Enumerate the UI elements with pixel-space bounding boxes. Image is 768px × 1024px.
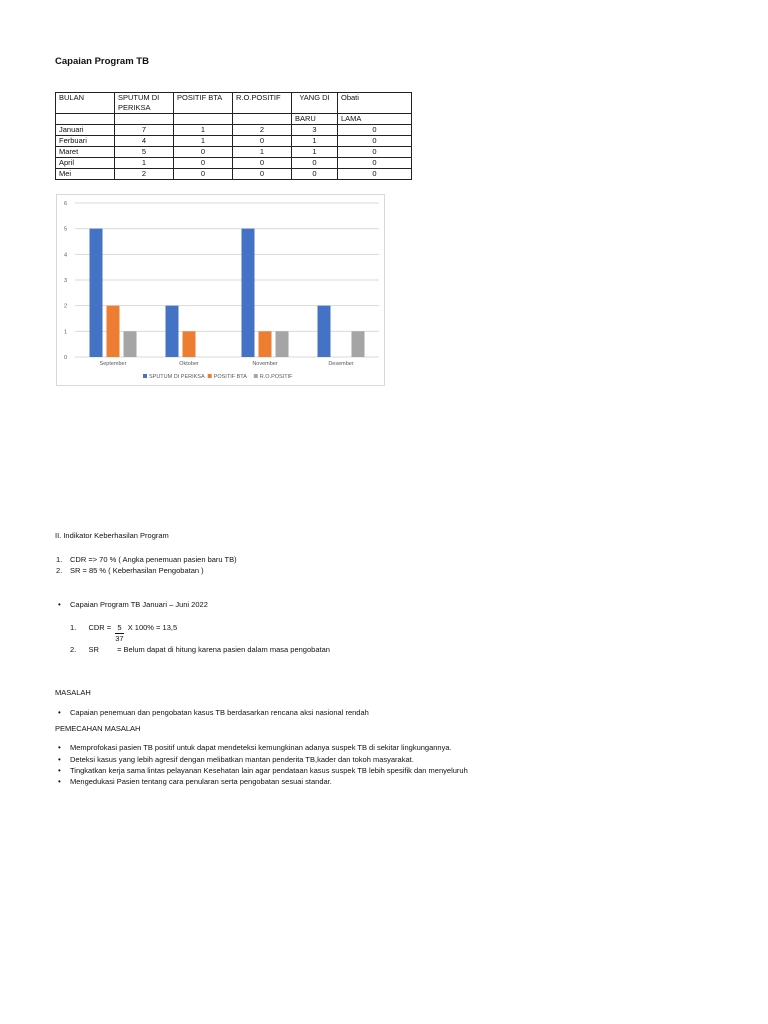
indicator-item xyxy=(56,566,204,576)
indicator-number: 1. xyxy=(56,555,63,564)
bar xyxy=(352,331,365,357)
header-ro-positif: R.O.POSITIF xyxy=(233,93,292,114)
table-cell: 0 xyxy=(292,158,338,169)
legend-swatch xyxy=(208,374,212,378)
table-cell: Ferbuari xyxy=(56,136,115,147)
table-cell: 1 xyxy=(233,147,292,158)
header-bulan: BULAN xyxy=(56,93,115,114)
y-tick-label: 2 xyxy=(63,303,67,310)
table-cell: 7 xyxy=(115,125,174,136)
cdr-label: CDR = xyxy=(88,623,112,632)
table-cell: 5 xyxy=(115,147,174,158)
header-obati: Obati xyxy=(338,93,412,114)
table-cell: 4 xyxy=(115,136,174,147)
table-cell-empty xyxy=(233,114,292,125)
bar xyxy=(259,331,272,357)
bar xyxy=(124,331,137,357)
x-tick-label: Oktober xyxy=(179,361,199,367)
table-cell: Maret xyxy=(56,147,115,158)
bar xyxy=(166,306,179,357)
header-positif-bta: POSITIF BTA xyxy=(174,93,233,114)
indicator-heading: II. Indikator Keberhasilan Program xyxy=(55,531,169,540)
table-cell: 0 xyxy=(338,136,412,147)
achievement-bullet: • Capaian Program TB Januari – Juni 2022 xyxy=(70,600,208,610)
y-tick-label: 3 xyxy=(63,278,67,284)
bar xyxy=(90,229,103,357)
table-cell: 0 xyxy=(292,169,338,180)
table-cell: 0 xyxy=(338,169,412,180)
table-row xyxy=(56,169,412,180)
table-header-row xyxy=(56,93,412,114)
table-cell: 1 xyxy=(115,158,174,169)
indicator-item xyxy=(56,555,237,565)
table-cell: 0 xyxy=(174,169,233,180)
table-cell: 1 xyxy=(174,136,233,147)
table-cell: 0 xyxy=(233,136,292,147)
table-cell: 0 xyxy=(233,158,292,169)
y-tick-label: 5 xyxy=(63,226,67,233)
sr-line xyxy=(70,645,330,655)
table-cell: 3 xyxy=(292,125,338,136)
table-cell-empty xyxy=(56,114,115,125)
bar-chart xyxy=(56,194,385,386)
bar-chart-svg xyxy=(57,195,384,385)
bar xyxy=(242,229,255,357)
cdr-fraction xyxy=(115,623,123,644)
masalah-item: • Capaian penemuan dan pengobatan kasus TB berdasarkan rencana aksi nasional rendah xyxy=(70,708,369,718)
cdr-numerator: 5 xyxy=(115,623,123,634)
cdr-denominator: 37 xyxy=(115,634,124,643)
table-row xyxy=(56,125,412,136)
table-cell-empty xyxy=(115,114,174,125)
table-cell: 0 xyxy=(174,158,233,169)
table-cell: 2 xyxy=(233,125,292,136)
table-subheader-row xyxy=(56,114,412,125)
legend-label: R.O.POSITIF xyxy=(259,374,293,380)
pemecahan-item: • Memprofokasi pasien TB positif untuk dapat mendeteksi kemungkinan adanya suspek TB di sekitar lingkungannya. xyxy=(70,743,452,753)
pemecahan-item: • Tingkatkan kerja sama lintas pelayanan Kesehatan lain agar pendataan kasus suspek TB lebih spesifik dan menyeluruh xyxy=(70,766,468,776)
legend-label: SPUTUM DI PERIKSA xyxy=(149,374,205,380)
x-tick-label: Desember xyxy=(328,361,354,367)
y-tick-label: 1 xyxy=(63,329,67,336)
table-cell: 0 xyxy=(233,169,292,180)
sr-text: = Belum dapat di hitung karena pasien dalam masa pengobatan xyxy=(117,645,330,654)
table-cell: 0 xyxy=(338,158,412,169)
table-cell: 0 xyxy=(338,125,412,136)
legend-label: POSITIF BTA xyxy=(213,374,247,380)
bar xyxy=(276,331,289,357)
table-cell: Mei xyxy=(56,169,115,180)
bar xyxy=(107,306,120,357)
y-tick-label: 0 xyxy=(63,355,67,361)
sr-number: 2. xyxy=(70,645,77,654)
x-tick-label: November xyxy=(252,361,278,367)
cdr-number: 1. xyxy=(70,623,77,632)
table-cell: 1 xyxy=(174,125,233,136)
legend-swatch xyxy=(254,374,258,378)
table-cell: 0 xyxy=(174,147,233,158)
table-row xyxy=(56,147,412,158)
x-tick-label: September xyxy=(99,361,127,367)
subheader-lama: LAMA xyxy=(338,114,412,125)
bar xyxy=(318,306,331,357)
indicator-text: SR = 85 % ( Keberhasilan Pengobatan ) xyxy=(70,566,204,575)
subheader-baru: BARU xyxy=(292,114,338,125)
masalah-heading: MASALAH xyxy=(55,688,91,697)
sr-label: SR xyxy=(88,645,99,654)
y-tick-label: 6 xyxy=(63,201,67,207)
table-cell: April xyxy=(56,158,115,169)
y-tick-label: 4 xyxy=(63,252,67,259)
indicator-text: CDR => 70 % ( Angka penemuan pasien baru TB) xyxy=(70,555,237,564)
indicator-number: 2. xyxy=(56,566,63,575)
header-yang-di: YANG DI xyxy=(292,93,338,114)
bar xyxy=(183,331,196,357)
tb-table xyxy=(55,92,412,180)
pemecahan-heading: PEMECAHAN MASALAH xyxy=(55,724,141,733)
pemecahan-item: • Deteksi kasus yang lebih agresif dengan melibatkan mantan penderita TB,kader dan tokoh masyarakat. xyxy=(70,755,414,765)
table-cell: 2 xyxy=(115,169,174,180)
header-sputum: SPUTUM DI PERIKSA xyxy=(115,93,174,114)
pemecahan-item: • Mengedukasi Pasien tentang cara penularan serta pengobatan sesuai standar. xyxy=(70,777,332,787)
table-row xyxy=(56,158,412,169)
table-cell: 0 xyxy=(338,147,412,158)
page-title: Capaian Program TB xyxy=(55,56,149,67)
table-cell: 1 xyxy=(292,147,338,158)
table-cell-empty xyxy=(174,114,233,125)
cdr-formula: X 100% = 13,5 xyxy=(127,623,178,632)
cdr-line xyxy=(70,623,177,644)
table-cell: 1 xyxy=(292,136,338,147)
table-row xyxy=(56,136,412,147)
table-cell: Januari xyxy=(56,125,115,136)
legend-swatch xyxy=(143,374,147,378)
